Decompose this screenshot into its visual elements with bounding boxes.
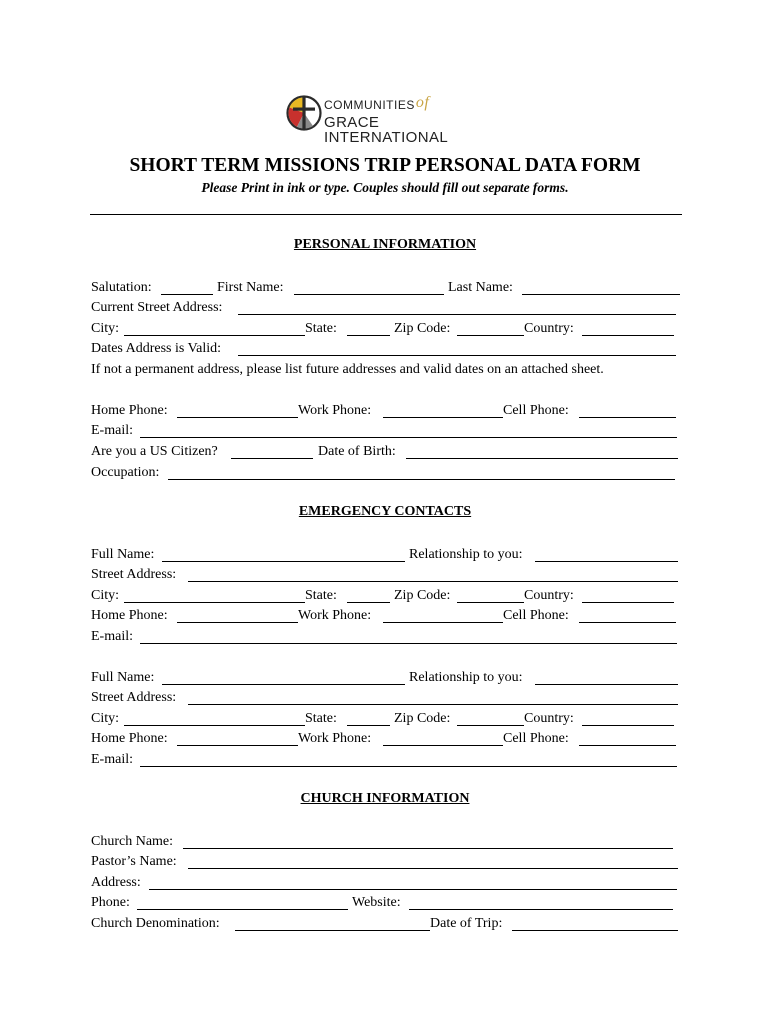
contact2-cell-phone-label: Cell Phone: (503, 731, 569, 746)
contact2-email-field[interactable] (140, 766, 677, 767)
contact1-email-label: E-mail: (91, 629, 133, 644)
row-pastor-name (91, 852, 681, 872)
contact2-street-address-field[interactable] (188, 704, 678, 705)
church-phone-label: Phone: (91, 895, 130, 910)
row-phones (91, 401, 681, 421)
contact1-zip-field[interactable] (457, 602, 524, 603)
contact1-street-address-field[interactable] (188, 581, 678, 582)
last-name-label: Last Name: (448, 280, 513, 295)
date-of-birth-label: Date of Birth: (318, 444, 396, 459)
date-of-trip-field[interactable] (512, 930, 678, 931)
contact2-home-phone-field[interactable] (177, 745, 298, 746)
us-citizen-label: Are you a US Citizen? (91, 444, 218, 459)
address-note: If not a permanent address, please list future addresses and valid dates on an attached sheet. (91, 362, 604, 377)
contact1-work-phone-label: Work Phone: (298, 608, 372, 623)
contact1-cell-phone-label: Cell Phone: (503, 608, 569, 623)
contact1-home-phone-field[interactable] (177, 622, 298, 623)
dates-address-valid-label: Dates Address is Valid: (91, 341, 222, 356)
contact1-state-label: State: (305, 588, 337, 603)
contact2-work-phone-field[interactable] (383, 745, 503, 746)
country-field[interactable] (582, 335, 674, 336)
contact1-row-name (91, 545, 681, 565)
church-information-heading: CHURCH INFORMATION (300, 791, 470, 806)
contact1-row-email (91, 627, 681, 647)
church-denomination-field[interactable] (235, 930, 430, 931)
city-field[interactable] (124, 335, 305, 336)
contact1-relationship-label: Relationship to you: (409, 547, 523, 562)
contact1-city-label: City: (91, 588, 120, 603)
row-church-address (91, 873, 681, 893)
form-title: SHORT TERM MISSIONS TRIP PERSONAL DATA FORM (129, 155, 641, 176)
contact1-zip-label: Zip Code: (394, 588, 451, 603)
cell-phone-field[interactable] (579, 417, 676, 418)
pastor-name-label: Pastor’s Name: (91, 854, 177, 869)
work-phone-label: Work Phone: (298, 403, 372, 418)
dates-address-valid-field[interactable] (238, 355, 676, 356)
logo-line1: COMMUNITIES (324, 98, 415, 112)
email-label: E-mail: (91, 423, 133, 438)
row-denomination-date (91, 914, 681, 934)
contact2-relationship-field[interactable] (535, 684, 678, 685)
contact2-row-address (91, 688, 681, 708)
contact1-relationship-field[interactable] (535, 561, 678, 562)
contact1-row-phones (91, 606, 681, 626)
contact1-state-field[interactable] (347, 602, 390, 603)
us-citizen-field[interactable] (231, 458, 313, 459)
contact1-full-name-field[interactable] (162, 561, 405, 562)
emergency-contacts-heading: EMERGENCY CONTACTS (298, 504, 472, 519)
church-denomination-label: Church Denomination: (91, 916, 220, 931)
pastor-name-field[interactable] (188, 868, 678, 869)
date-of-trip-label: Date of Trip: (430, 916, 503, 931)
row-church-phone-website (91, 893, 681, 913)
contact1-email-field[interactable] (140, 643, 677, 644)
occupation-field[interactable] (168, 479, 675, 480)
contact2-cell-phone-field[interactable] (579, 745, 676, 746)
state-label: State: (305, 321, 337, 336)
contact1-row-address (91, 565, 681, 585)
email-field[interactable] (140, 437, 677, 438)
contact2-full-name-label: Full Name: (91, 670, 155, 685)
church-phone-field[interactable] (137, 909, 348, 910)
logo-line1-of: of (415, 94, 430, 111)
first-name-field[interactable] (294, 294, 444, 295)
salutation-label: Salutation: (91, 280, 152, 295)
contact1-full-name-label: Full Name: (91, 547, 155, 562)
salutation-field[interactable] (161, 294, 213, 295)
contact2-state-label: State: (305, 711, 337, 726)
church-address-label: Address: (91, 875, 141, 890)
row-dates-valid (91, 339, 681, 359)
church-website-label: Website: (352, 895, 401, 910)
contact2-work-phone-label: Work Phone: (298, 731, 372, 746)
contact2-row-phones (91, 729, 681, 749)
row-citizen-dob (91, 442, 681, 462)
contact2-full-name-field[interactable] (162, 684, 405, 685)
row-city-state (91, 319, 681, 339)
occupation-label: Occupation: (91, 465, 160, 480)
contact2-relationship-label: Relationship to you: (409, 670, 523, 685)
row-address-note (91, 360, 681, 380)
organization-logo (286, 93, 501, 146)
church-name-label: Church Name: (91, 834, 174, 849)
first-name-label: First Name: (217, 280, 284, 295)
contact2-home-phone-label: Home Phone: (91, 731, 168, 746)
cell-phone-label: Cell Phone: (503, 403, 569, 418)
contact2-zip-label: Zip Code: (394, 711, 451, 726)
row-current-address (91, 298, 681, 318)
contact1-row-city (91, 586, 681, 606)
current-street-address-field[interactable] (238, 314, 676, 315)
country-label: Country: (524, 321, 574, 336)
personal-information-heading: PERSONAL INFORMATION (293, 237, 477, 252)
contact2-state-field[interactable] (347, 725, 390, 726)
church-website-field[interactable] (409, 909, 673, 910)
form-subtitle: Please Print in ink or type. Couples should fill out separate forms. (201, 180, 569, 195)
contact1-country-label: Country: (524, 588, 574, 603)
last-name-field[interactable] (522, 294, 680, 295)
home-phone-field[interactable] (177, 417, 298, 418)
zip-code-label: Zip Code: (394, 321, 451, 336)
contact1-home-phone-label: Home Phone: (91, 608, 168, 623)
state-field[interactable] (347, 335, 390, 336)
contact1-country-field[interactable] (582, 602, 674, 603)
contact2-country-label: Country: (524, 711, 574, 726)
date-of-birth-field[interactable] (406, 458, 678, 459)
contact2-street-address-label: Street Address: (91, 690, 177, 705)
work-phone-field[interactable] (383, 417, 503, 418)
logo-line2: GRACE INTERNATIONAL (324, 114, 449, 146)
current-street-address-label: Current Street Address: (91, 300, 223, 315)
contact1-street-address-label: Street Address: (91, 567, 177, 582)
contact1-city-field[interactable] (124, 602, 305, 603)
logo-wordmark (324, 94, 501, 146)
title-divider (90, 214, 682, 215)
city-label: City: (91, 321, 120, 336)
row-occupation (91, 463, 681, 483)
church-address-field[interactable] (149, 889, 677, 890)
contact2-zip-field[interactable] (457, 725, 524, 726)
row-names (91, 278, 681, 298)
contact2-row-email (91, 750, 681, 770)
cross-circle-logo-icon (286, 93, 322, 133)
home-phone-label: Home Phone: (91, 403, 168, 418)
contact2-country-field[interactable] (582, 725, 674, 726)
contact2-email-label: E-mail: (91, 752, 133, 767)
row-email (91, 421, 681, 441)
contact2-row-name (91, 668, 681, 688)
zip-code-field[interactable] (457, 335, 524, 336)
contact2-row-city (91, 709, 681, 729)
contact2-city-label: City: (91, 711, 120, 726)
contact1-cell-phone-field[interactable] (579, 622, 676, 623)
contact2-city-field[interactable] (124, 725, 305, 726)
row-church-name (91, 832, 681, 852)
contact1-work-phone-field[interactable] (383, 622, 503, 623)
church-name-field[interactable] (183, 848, 673, 849)
